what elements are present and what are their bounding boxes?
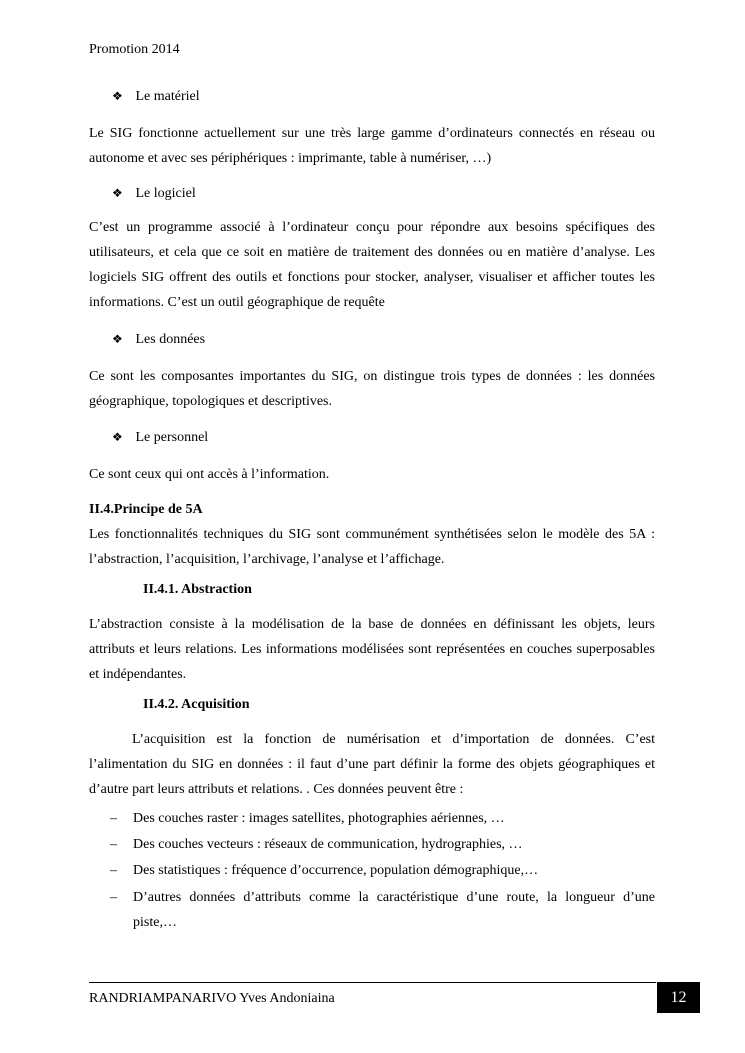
dash-bullet-icon: – (110, 811, 117, 826)
bullet-heading-label: Le logiciel (135, 186, 196, 201)
bullet-heading-materiel (112, 89, 200, 105)
list-item-text: D’autres données d’attributs comme la caractéristique d’une route, la longueur d’une piste,… (133, 890, 655, 930)
list-item-text: Des couches raster : images satellites, photographies aériennes, … (133, 811, 505, 826)
list-item (110, 885, 655, 935)
subsection-heading-abstraction: II.4.1. Abstraction (143, 582, 252, 597)
diamond-bullet-icon: ❖ (112, 89, 123, 103)
dash-bullet-icon: – (110, 863, 117, 878)
bullet-heading-label: Le matériel (135, 89, 200, 104)
list-item (110, 832, 655, 857)
footer-author: RANDRIAMPANARIVO Yves Andoniaina (89, 991, 335, 1006)
paragraph-abstraction: L’abstraction consiste à la modélisation de la base de données en définissant les objets, leurs attributs et leurs relations. Les informations modélisées sont représentées en couches superposables et indépendantes. (89, 617, 655, 682)
bullet-heading-logiciel (112, 186, 196, 202)
bullet-heading-label: Les données (135, 332, 206, 347)
subsection-heading-acquisition: II.4.2. Acquisition (143, 697, 250, 712)
list-item (110, 806, 655, 831)
paragraph-personnel: Ce sont ceux qui ont accès à l’information. (89, 467, 330, 482)
diamond-bullet-icon: ❖ (112, 332, 123, 346)
paragraph-principe: Les fonctionnalités techniques du SIG sont communément synthétisées selon le modèle des 5A : l’abstraction, l’acquisition, l’archivage, l’analyse et l’affichage. (89, 527, 655, 567)
section-heading-principe: II.4.Principe de 5A (89, 502, 203, 517)
bullet-heading-label: Le personnel (135, 430, 209, 445)
diamond-bullet-icon: ❖ (112, 186, 123, 200)
diamond-bullet-icon: ❖ (112, 430, 123, 444)
dash-bullet-icon: – (110, 890, 117, 905)
bullet-heading-personnel (112, 430, 208, 446)
list-item-text: Des statistiques : fréquence d’occurrence, population démographique,… (133, 863, 539, 878)
page-number: 12 (670, 988, 687, 1006)
bullet-heading-donnees (112, 332, 205, 348)
paragraph-logiciel: C’est un programme associé à l’ordinateur conçu pour répondre aux besoins spécifiques des utilisateurs, et cela que ce soit en matière de traitement des données ou en matière d’analyse. Les logiciels SIG offrent des outils et fonctions pour stocker, analyser, visualiser et afficher toutes les informations. C’est un outil géographique de requête (89, 220, 655, 310)
paragraph-materiel: Le SIG fonctionne actuellement sur une très large gamme d’ordinateurs connectés en réseau ou autonome et avec ses périphériques : imprimante, table à numériser, …) (89, 126, 655, 166)
paragraph-donnees: Ce sont les composantes importantes du SIG, on distingue trois types de données : les données géographique, topologiques et descriptives. (89, 369, 655, 409)
list-item (110, 858, 655, 883)
list-item-text: Des couches vecteurs : réseaux de communication, hydrographies, … (133, 837, 523, 852)
header-promotion: Promotion 2014 (89, 42, 180, 57)
footer-divider (89, 982, 656, 983)
page-number-badge (657, 982, 700, 1013)
paragraph-acquisition: L’acquisition est la fonction de numérisation et d’importation de données. C’est l’alimentation du SIG en données : il faut d’une part définir la forme des objets géographiques et d’autre part leurs attributs et relations. . Ces données peuvent être : (89, 732, 655, 797)
dash-bullet-icon: – (110, 837, 117, 852)
